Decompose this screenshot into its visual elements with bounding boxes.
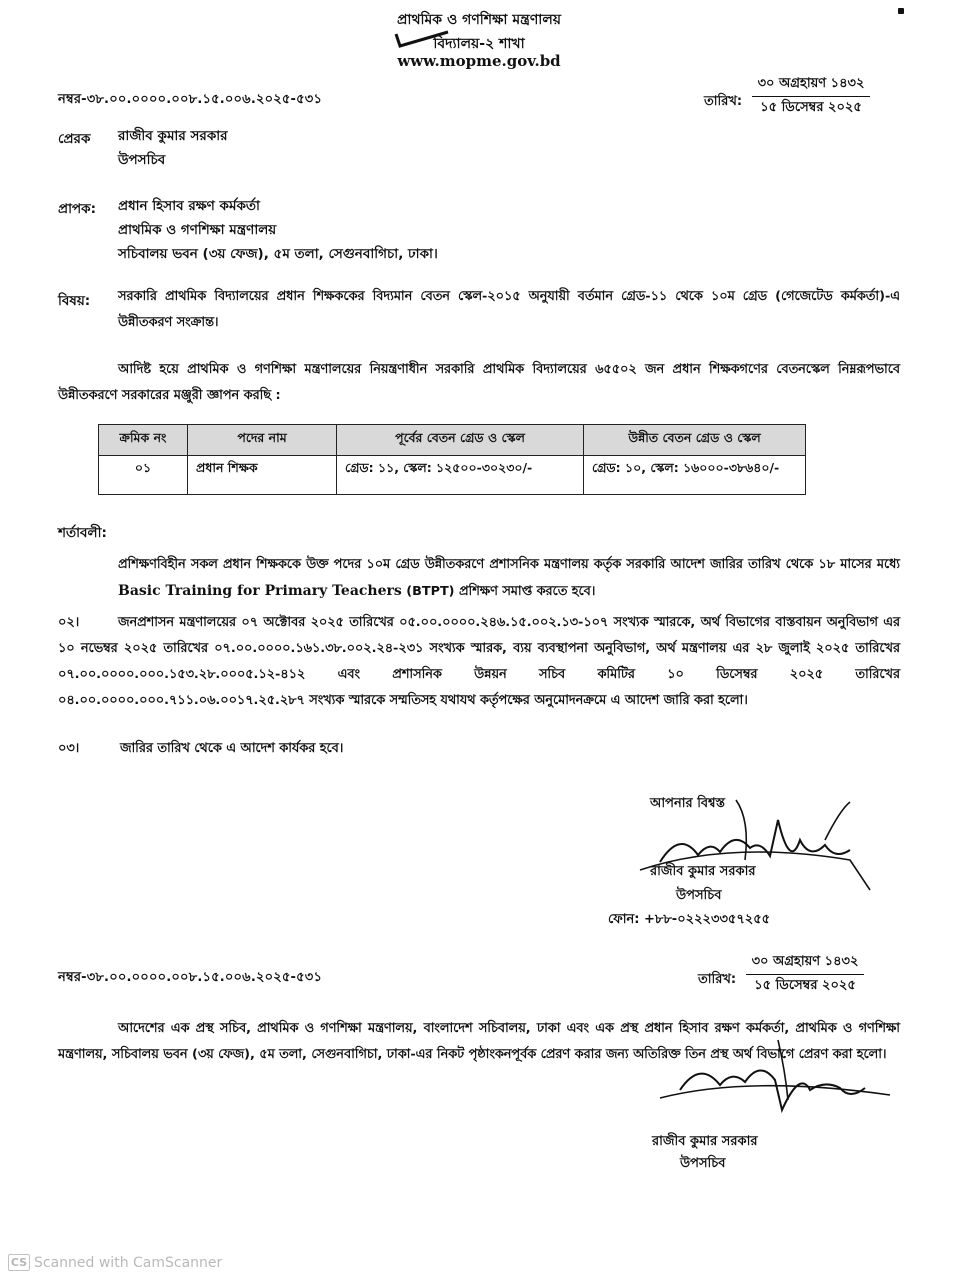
copy-distribution-text: আদেশের এক প্রস্থ সচিব, প্রাথমিক ও গণশিক্ষা মন্ত্রণালয়, বাংলাদেশ সচিবালয়, ঢাকা এবং এক প্রস্থ প্রধান হিসাব রক্ষণ কর্মকর্তা, প্রাথমিক ও গণশিক্ষা মন্ত্রণালয়, সচিবালয় ভবন (৩য় ফেজ), ৫ম তলা, সেগুনবাগিচা, ঢাকা-এর নিকট পৃষ্ঠাংকনপূর্বক প্রেরণ করার জন্য অতিরিক্ত তিন প্রস্থ অর্থ বিভাগে প্রেরণ করা হলো। <box>58 1021 900 1062</box>
date-bangla: ৩০ অগ্রহায়ণ ১৪৩২ <box>757 76 865 91</box>
camscanner-text: Scanned with CamScanner <box>34 1254 223 1271</box>
sender-block <box>118 124 228 172</box>
branch-name: বিদ্যালয়-২ শাখা <box>433 36 525 52</box>
cell-serial: ০১ <box>99 456 188 495</box>
condition-2-text: জনপ্রশাসন মন্ত্রণালয়ের ০৭ অক্টোবর ২০২৫ তারিখের ০৫.০০.০০০০.২৪৬.১৫.০০২.১৩-১০৭ সংখ্যক স্মারকে, অর্থ বিভাগের বাস্তবায়ন অনুবিভাগ এর ১০ নভেম্বর ২০২৫ তারিখের ০৭.০০.০০০০.১৬১.৩৮.০০২.২৪-২৩১ সংখ্যক স্মারক, ব্যয় ব্যবস্থাপনা অনুবিভাগ, অর্থ মন্ত্রণালয় এর ২৮ জুলাই ২০২৫ তারিখের ০৭.০০.০০০০.০০০.১৫৩.২৮.০০০৫.১২-৪১২ এবং প্রশাসনিক উন্নয়ন সচিব কমিটির ১০ ডিসেম্বর ২০২৫ তারিখের ০৪.০০.০০০০.০০০.৭১১.০৬.০০১৭.২৫.২৮৭ সংখ্যক স্মারকে সম্মতিসহ যথাযথ কর্তৃপক্ষের অনুমোদনক্রমে এ আদেশ জারি করা হলো। <box>58 615 900 708</box>
sender-name: রাজীব কুমার সরকার <box>118 128 228 144</box>
sender-designation: উপসচিব <box>118 152 166 168</box>
signer-2-name: রাজীব কুমার সরকার <box>652 1134 758 1149</box>
cell-upgraded-scale: গ্রেড: ১০, স্কেল: ১৬০০০-৩৮৬৪০/- <box>584 456 806 495</box>
condition-1-text-end: (BTPT) প্রশিক্ষণ সমাপ্ত করতে হবে। <box>401 584 596 599</box>
recipient-line: প্রাথমিক ও গণশিক্ষা মন্ত্রণালয় <box>118 222 277 238</box>
col-previous-scale: পূর্বের বেতন গ্রেড ও স্কেল <box>337 425 584 456</box>
conditions-title: শর্তাবলী: <box>58 525 107 541</box>
sender-label: প্রেরক <box>58 131 91 147</box>
recipient-label: প্রাপক: <box>58 201 96 217</box>
signer-designation: উপসচিব <box>676 888 722 903</box>
copy-date-divider <box>746 974 864 975</box>
date-label: তারিখ: <box>704 94 743 109</box>
signer-phone: ফোন: +৮৮-০২২২৩৩৫৭২৫৫ <box>608 912 771 927</box>
cell-previous-scale: গ্রেড: ১১, স্কেল: ১২৫০০-৩০২৩০/- <box>337 456 584 495</box>
salary-table <box>98 424 806 495</box>
camscanner-icon: CS <box>8 1254 30 1271</box>
closing-text: আপনার বিশ্বস্ত <box>650 796 725 811</box>
table-row <box>99 456 806 495</box>
table-header-row <box>99 425 806 456</box>
date-gregorian: ১৫ ডিসেম্বর ২০২৫ <box>760 100 862 115</box>
signer-name: রাজীব কুমার সরকার <box>650 864 756 879</box>
condition-3-text: জারির তারিখ থেকে এ আদেশ কার্যকর হবে। <box>120 741 344 756</box>
ministry-name: প্রাথমিক ও গণশিক্ষা মন্ত্রণালয় <box>396 12 562 28</box>
website: www.mopme.gov.bd <box>397 52 561 70</box>
copy-date-label: তারিখ: <box>698 972 737 987</box>
copy-date-gregorian: ১৫ ডিসেম্বর ২০২৫ <box>754 978 856 993</box>
copy-date <box>746 952 864 997</box>
copy-memo-number: নম্বর-৩৮.০০.০০০০.০০৮.১৫.০০৬.২০২৫-৫৩১ <box>58 970 323 985</box>
scan-speck <box>898 8 904 14</box>
col-serial: ক্রমিক নং <box>99 425 188 456</box>
subject-text: সরকারি প্রাথমিক বিদ্যালয়ের প্রধান শিক্ষককের বিদ্যমান বেতন স্কেল-২০১৫ অনুযায়ী বর্তমান গ্রেড-১১ থেকে ১০ম গ্রেড (গেজেটেড কর্মকর্তা)-এ উন্নীতকরণ সংক্রান্ত। <box>118 289 900 330</box>
col-post: পদের নাম <box>188 425 337 456</box>
body-intro: আদিষ্ট হয়ে প্রাথমিক ও গণশিক্ষা মন্ত্রণালয়ের নিয়ন্ত্রণাধীন সরকারি প্রাথমিক বিদ্যালয়ের ৬৫৫০২ জন প্রধান শিক্ষকগণের বেতনস্কেল নিম্নরূপভাবে উন্নীতকরণে সরকারের মঞ্জুরী জ্ঞাপন করছি : <box>58 362 900 403</box>
condition-2-number: ০২। <box>58 615 80 630</box>
copy-date-bangla: ৩০ অগ্রহায়ণ ১৪৩২ <box>751 954 859 969</box>
condition-1 <box>118 552 900 605</box>
camscanner-watermark <box>8 1254 222 1271</box>
tick-mark-icon <box>392 28 452 54</box>
condition-1-text: প্রশিক্ষণবিহীন সকল প্রধান শিক্ষককে উক্ত পদের ১০ম গ্রেড উন্নীতকরণে প্রশাসনিক মন্ত্রণালয় কর্তৃক সরকারি আদেশ জারির তারিখ থেকে ১৮ মাসের মধ্যে <box>118 557 900 572</box>
recipient-line: সচিবালয় ভবন (৩য় ফেজ), ৫ম তলা, সেগুনবাগিচা, ঢাকা। <box>118 246 438 262</box>
condition-1-english: Basic Training for Primary Teachers <box>118 583 402 599</box>
signature-2 <box>660 1040 890 1134</box>
cell-post: প্রধান শিক্ষক <box>188 456 337 495</box>
memo-number: নম্বর-৩৮.০০.০০০০.০০৮.১৫.০০৬.২০২৫-৫৩১ <box>58 92 323 107</box>
subject-label: বিষয়: <box>58 293 91 309</box>
signer-2-designation: উপসচিব <box>680 1156 726 1171</box>
date-divider <box>752 96 870 97</box>
recipient-line: প্রধান হিসাব রক্ষণ কর্মকর্তা <box>118 198 260 214</box>
memo-date <box>752 74 870 119</box>
condition-3-number: ০৩। <box>58 741 80 756</box>
col-upgraded-scale: উন্নীত বেতন গ্রেড ও স্কেল <box>584 425 806 456</box>
recipient-block <box>118 194 438 266</box>
